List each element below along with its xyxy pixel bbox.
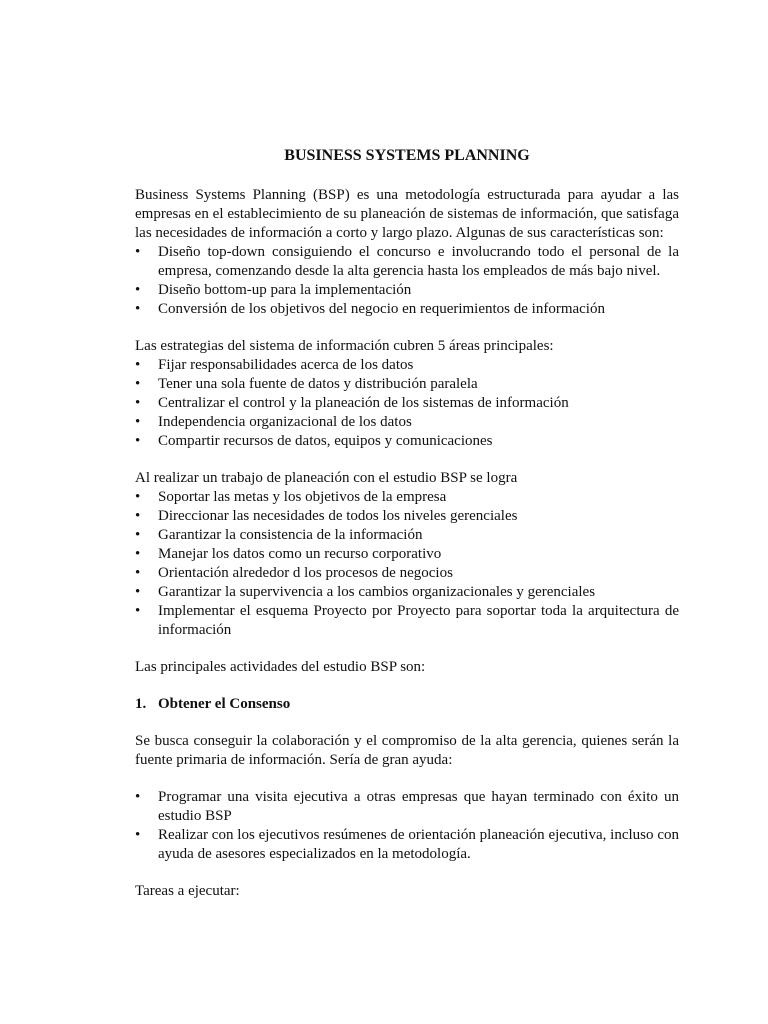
- characteristics-list: [135, 243, 679, 319]
- bullet-icon: •: [135, 565, 141, 581]
- bullet-icon: •: [135, 789, 141, 805]
- document-title: BUSINESS SYSTEMS PLANNING: [284, 147, 530, 164]
- list-item: • Garantizar la supervivencia a los cambios organizacionales y gerenciales: [135, 584, 596, 600]
- list-item: • Diseño bottom-up para la implementación: [135, 282, 412, 298]
- tasks-label: Tareas a ejecutar:: [135, 883, 240, 899]
- spacer: [135, 714, 679, 732]
- section-number: 1.: [135, 696, 147, 712]
- spacer: [135, 319, 679, 337]
- list-item: • Soportar las metas y los objetivos de la empresa: [135, 489, 447, 505]
- list-item: • Conversión de los objetivos del negocio en requerimientos de información: [135, 301, 605, 317]
- bullet-icon: •: [135, 508, 141, 524]
- bullet-icon: •: [135, 527, 141, 543]
- spacer: [135, 640, 679, 658]
- bullet-icon: •: [135, 357, 141, 373]
- bullet-icon: •: [135, 433, 141, 449]
- list-item: • Direccionar las necesidades de todos los niveles gerenciales: [135, 508, 518, 524]
- list-item: • Programar una visita ejecutiva a otras empresas que hayan terminado con éxito un estudio BSP: [135, 789, 679, 824]
- list-item: • Tener una sola fuente de datos y distribución paralela: [135, 376, 478, 392]
- spacer: [135, 677, 679, 695]
- achievements-intro: Al realizar un trabajo de planeación con el estudio BSP se logra: [135, 470, 518, 486]
- bullet-icon: •: [135, 301, 141, 317]
- list-item: • Fijar responsabilidades acerca de los datos: [135, 357, 414, 373]
- document-page: [135, 146, 679, 901]
- bullet-icon: •: [135, 603, 141, 619]
- spacer: [135, 864, 679, 882]
- list-item: • Diseño top-down consiguiendo el concurso e involucrando todo el personal de la empresa, comenzando desde la alta gerencia hasta los empleados de más bajo nivel.: [135, 244, 679, 279]
- list-item: • Independencia organizacional de los datos: [135, 414, 412, 430]
- list-item: • Implementar el esquema Proyecto por Proyecto para soportar toda la arquitectura de información: [135, 603, 679, 638]
- section-title: Obtener el Consenso: [158, 696, 291, 712]
- bullet-icon: •: [135, 827, 141, 843]
- bullet-icon: •: [135, 282, 141, 298]
- bullet-icon: •: [135, 414, 141, 430]
- intro-paragraph: Business Systems Planning (BSP) es una metodología estructurada para ayudar a las empresas en el establecimiento de su planeación de sistemas de información, que satisfaga las necesidades de información a corto y largo plazo. Algunas de sus características son:: [135, 187, 679, 241]
- activities-intro: Las principales actividades del estudio BSP son:: [135, 659, 426, 675]
- strategies-list: [135, 356, 679, 451]
- section-heading: [135, 695, 679, 714]
- bullet-icon: •: [135, 244, 141, 260]
- bullet-icon: •: [135, 546, 141, 562]
- bullet-icon: •: [135, 584, 141, 600]
- list-item: • Compartir recursos de datos, equipos y comunicaciones: [135, 433, 493, 449]
- list-item: • Centralizar el control y la planeación de los sistemas de información: [135, 395, 569, 411]
- list-item: • Orientación alrededor d los procesos de negocios: [135, 565, 453, 581]
- bullet-icon: •: [135, 376, 141, 392]
- section-body: Se busca conseguir la colaboración y el compromiso de la alta gerencia, quienes serán la fuente primaria de información. Sería de gran ayuda:: [135, 733, 679, 768]
- bullet-icon: •: [135, 395, 141, 411]
- spacer: [135, 770, 679, 788]
- section-items-list: [135, 788, 679, 864]
- bullet-icon: •: [135, 489, 141, 505]
- list-item: • Manejar los datos como un recurso corporativo: [135, 546, 442, 562]
- list-item: • Garantizar la consistencia de la información: [135, 527, 423, 543]
- achievements-list: [135, 488, 679, 640]
- strategies-intro: Las estrategias del sistema de información cubren 5 áreas principales:: [135, 338, 554, 354]
- list-item: • Realizar con los ejecutivos resúmenes de orientación planeación ejecutiva, incluso con ayuda de asesores especializados en la metodología.: [135, 827, 679, 862]
- spacer: [135, 451, 679, 469]
